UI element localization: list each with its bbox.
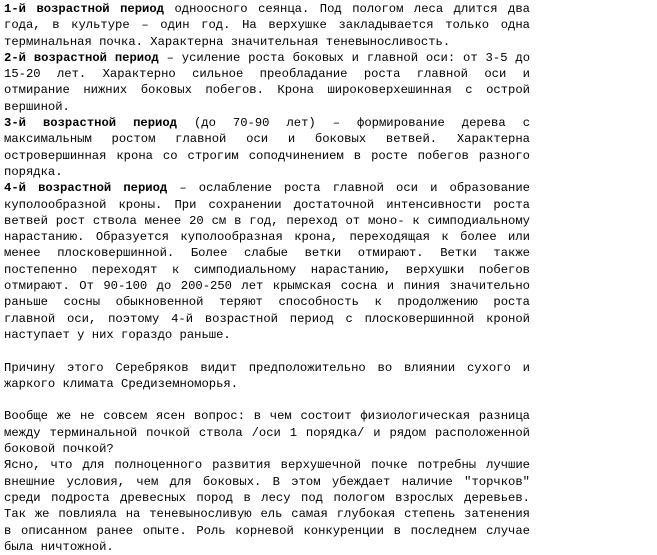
period-1-paragraph bbox=[4, 1, 530, 50]
answer-paragraph: Ясно, что для полноценного развития верхушечной почке потребны лучшие внешние условия, чем для боковых. В этом убеждает наличие "торчков" среди подроста древесных пород в лесу под пологом взрослых деревьев. Так же повлияла на теневыносливую ель самая глубокая степень затенения в описанном ранее опыте. Роль корневой конкуренции в последнем случае была ничтожной. bbox=[4, 458, 530, 554]
period-2-text: – усиление роста боковых и главной оси: от 3-5 до 15-20 лет. Характерно сильное преобладание роста главной оси и отмирание нижних боковых побегов. Крона широковерхешинная с острой вершиной. bbox=[4, 50, 531, 114]
question-paragraph: Вообще же не совсем ясен вопрос: в чем состоит физиологическая разница между терминальной почкой ствола /оси 1 порядка/ и рядом расположенной боковой почкой? bbox=[4, 409, 530, 457]
period-1-term: 1-й возрастной период bbox=[4, 2, 164, 16]
period-2-paragraph bbox=[4, 50, 530, 115]
cause-paragraph: Причину этого Серебряков видит предположительно во влиянии сухого и жаркого климата Средиземноморья. bbox=[4, 360, 530, 391]
period-3-term: 3-й возрастной период bbox=[4, 116, 177, 131]
period-4-paragraph bbox=[4, 180, 530, 343]
period-3-text: (до 70-90 лет) – формирование дерева с максимальным ростом главной оси и боковых ветвей. Характерна островершинная крона со строгим соподчинением в росте побегов разного порядка. bbox=[4, 116, 531, 179]
paragraph-spacer bbox=[4, 392, 530, 408]
period-2-term: 2-й возрастной период bbox=[4, 50, 159, 65]
period-4-term: 4-й возрастной период bbox=[4, 181, 168, 196]
document-body bbox=[4, 1, 530, 555]
period-4-text: – ослабление роста главной оси и образование куполообразной кроны. При сохранении достаточной интенсивности роста ветвей рост ствола менее 20 см в год, переход от моно- к симподиальному нарастанию. Образуется куполообразная крона, переходящая к более или менее плосковершинной. Более слабые ветки отмирают. Ветки также постепенно переходят к симподиальному нарастанию, верхушки побегов отмирают. От 90-100 до 200-250 лет крымская сосна и пиния значительно раньше сосны обыкновенной теряют способность к продолжению роста главной оси, поэтому 4-й возрастной период с плосковершинной кроной наступает у них гораздо раньше. bbox=[4, 181, 530, 342]
paragraph-spacer bbox=[4, 343, 530, 359]
period-1-text: одноосного сеянца. Под пологом леса длится два года, в культуре – один год. На верхушке закладывается только одна терминальная почка. Характерна значительная теневыносливость. bbox=[4, 2, 531, 49]
period-3-paragraph bbox=[4, 115, 530, 180]
